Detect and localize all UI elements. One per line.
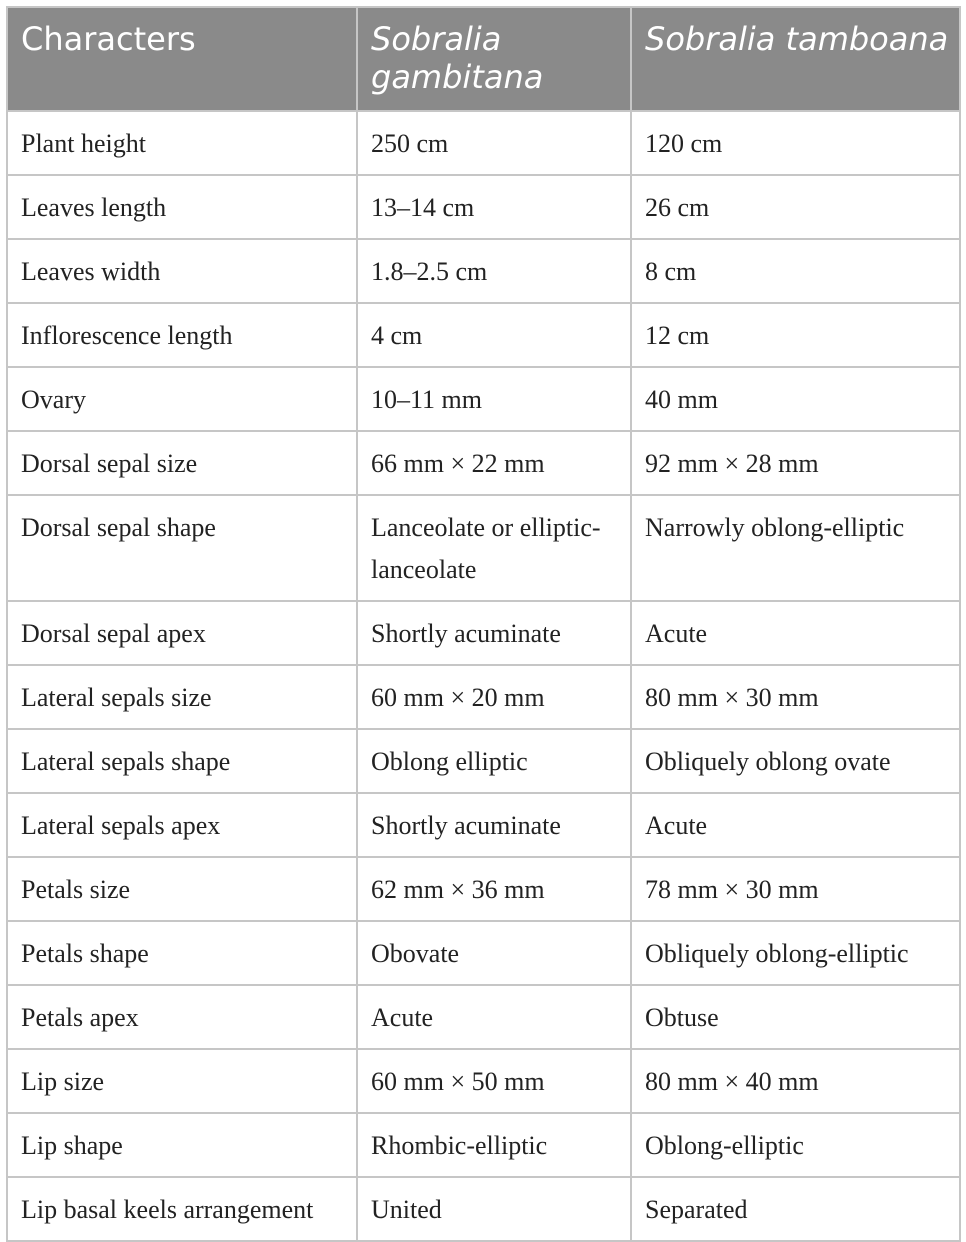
table-row <box>7 793 960 857</box>
gambitana-value-cell: 66 mm × 22 mm <box>357 431 631 495</box>
character-cell: Lateral sepals shape <box>7 729 357 793</box>
table-row <box>7 985 960 1049</box>
header-characters: Characters <box>7 7 357 111</box>
table-row <box>7 431 960 495</box>
character-cell: Leaves width <box>7 239 357 303</box>
gambitana-value-cell: Shortly acuminate <box>357 793 631 857</box>
tamboana-value-cell: 8 cm <box>631 239 960 303</box>
header-sobralia-gambitana: Sobralia gambitana <box>357 7 631 111</box>
table-row <box>7 921 960 985</box>
gambitana-value-cell: Rhombic-elliptic <box>357 1113 631 1177</box>
gambitana-value-cell: Lanceolate or elliptic-lanceolate <box>357 495 631 601</box>
gambitana-value-cell: 13–14 cm <box>357 175 631 239</box>
tamboana-value-cell: Narrowly oblong-elliptic <box>631 495 960 601</box>
table-row <box>7 175 960 239</box>
tamboana-value-cell: Obliquely oblong-elliptic <box>631 921 960 985</box>
table-row <box>7 729 960 793</box>
tamboana-value-cell: 78 mm × 30 mm <box>631 857 960 921</box>
table-header <box>7 7 960 111</box>
table-row <box>7 857 960 921</box>
table-row <box>7 367 960 431</box>
character-cell: Petals shape <box>7 921 357 985</box>
character-cell: Lateral sepals apex <box>7 793 357 857</box>
table-row <box>7 1177 960 1241</box>
tamboana-value-cell: Obliquely oblong ovate <box>631 729 960 793</box>
gambitana-value-cell: Acute <box>357 985 631 1049</box>
header-row <box>7 7 960 111</box>
character-cell: Petals apex <box>7 985 357 1049</box>
table-row <box>7 665 960 729</box>
gambitana-value-cell: 4 cm <box>357 303 631 367</box>
gambitana-value-cell: 1.8–2.5 cm <box>357 239 631 303</box>
tamboana-value-cell: 92 mm × 28 mm <box>631 431 960 495</box>
gambitana-value-cell: Shortly acuminate <box>357 601 631 665</box>
tamboana-value-cell: 80 mm × 30 mm <box>631 665 960 729</box>
table-row <box>7 111 960 175</box>
character-cell: Petals size <box>7 857 357 921</box>
tamboana-value-cell: 26 cm <box>631 175 960 239</box>
tamboana-value-cell: Obtuse <box>631 985 960 1049</box>
gambitana-value-cell: 10–11 mm <box>357 367 631 431</box>
character-cell: Dorsal sepal size <box>7 431 357 495</box>
tamboana-value-cell: 80 mm × 40 mm <box>631 1049 960 1113</box>
table-row <box>7 1049 960 1113</box>
tamboana-value-cell: 40 mm <box>631 367 960 431</box>
character-cell: Plant height <box>7 111 357 175</box>
table-row <box>7 601 960 665</box>
character-cell: Lateral sepals size <box>7 665 357 729</box>
table-row <box>7 239 960 303</box>
tamboana-value-cell: 120 cm <box>631 111 960 175</box>
gambitana-value-cell: 60 mm × 50 mm <box>357 1049 631 1113</box>
character-cell: Inflorescence length <box>7 303 357 367</box>
tamboana-value-cell: Acute <box>631 601 960 665</box>
tamboana-value-cell: Acute <box>631 793 960 857</box>
gambitana-value-cell: 60 mm × 20 mm <box>357 665 631 729</box>
table-body <box>7 111 960 1241</box>
gambitana-value-cell: Oblong elliptic <box>357 729 631 793</box>
gambitana-value-cell: 62 mm × 36 mm <box>357 857 631 921</box>
character-cell: Dorsal sepal apex <box>7 601 357 665</box>
gambitana-value-cell: United <box>357 1177 631 1241</box>
character-cell: Dorsal sepal shape <box>7 495 357 601</box>
table-row <box>7 303 960 367</box>
gambitana-value-cell: Obovate <box>357 921 631 985</box>
header-sobralia-tamboana: Sobralia tamboana <box>631 7 960 111</box>
character-cell: Lip basal keels arrangement <box>7 1177 357 1241</box>
tamboana-value-cell: Oblong-elliptic <box>631 1113 960 1177</box>
character-cell: Leaves length <box>7 175 357 239</box>
tamboana-value-cell: Separated <box>631 1177 960 1241</box>
table-row <box>7 1113 960 1177</box>
character-cell: Lip shape <box>7 1113 357 1177</box>
gambitana-value-cell: 250 cm <box>357 111 631 175</box>
species-comparison-table <box>6 6 961 1242</box>
table-row <box>7 495 960 601</box>
tamboana-value-cell: 12 cm <box>631 303 960 367</box>
character-cell: Ovary <box>7 367 357 431</box>
character-cell: Lip size <box>7 1049 357 1113</box>
